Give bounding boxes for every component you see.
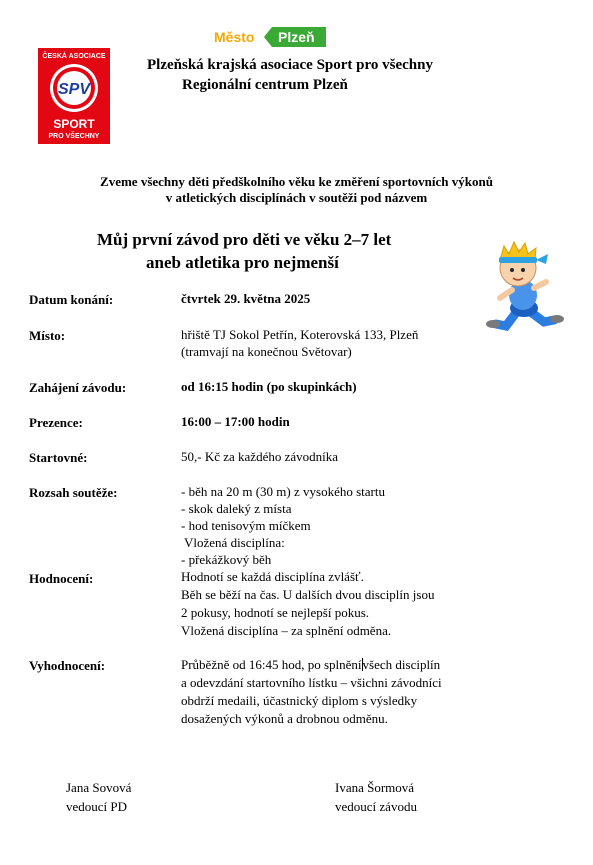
fee-label: Startovné:	[29, 450, 88, 465]
svg-text:SPORT: SPORT	[53, 117, 95, 131]
signature-left-name: Jana Sovová	[66, 780, 132, 795]
scope-item: - skok daleký z místa	[181, 501, 292, 516]
evaluation-line: a odevzdání startovního lístku – všichni závodníci	[181, 675, 442, 690]
rating-label: Hodnocení:	[29, 571, 94, 586]
svg-text:ČESKÁ ASOCIACE: ČESKÁ ASOCIACE	[42, 53, 106, 60]
signature-right-role: vedoucí závodu	[335, 799, 417, 814]
evaluation-line: dosažených výkonů a drobnou odměnu.	[181, 711, 388, 726]
rating-line: Hodnotí se každá disciplína zvlášť.	[181, 569, 364, 584]
evaluation-label: Vyhodnocení:	[29, 658, 106, 673]
rating-line: Běh se běží na čas. U dalších dvou disciplín jsou	[181, 587, 435, 602]
signature-right-name: Ivana Šormová	[335, 780, 415, 795]
scope-item: - běh na 20 m (30 m) z vysokého startu	[181, 484, 385, 499]
signature-left-role: vedoucí PD	[66, 799, 128, 814]
date-value: čtvrtek 29. května 2025	[181, 291, 311, 306]
spv-logo	[38, 48, 110, 144]
city-logo-mesto: Město	[214, 29, 255, 45]
presence-label: Prezence:	[29, 415, 83, 430]
svg-text:SPV: SPV	[57, 81, 91, 98]
presence-value: 16:00 – 17:00 hodin	[181, 414, 290, 429]
start-label: Zahájení závodu:	[29, 380, 127, 395]
scope-item: Vložená disciplína:	[181, 535, 285, 550]
event-title: Můj první závod pro děti ve věku 2–7 let	[97, 230, 392, 249]
rating-line: 2 pokusy, hodnotí se nejlepší pokus.	[181, 605, 370, 620]
org-center: Regionální centrum Plzeň	[182, 77, 348, 93]
evaluation-text-a: Průběžně od 16:45 hod, po splnění	[181, 657, 362, 672]
evaluation-text-b: všech disciplín	[362, 657, 441, 672]
date-label: Datum konání:	[29, 292, 114, 307]
fee-value: 50,- Kč za každého závodníka	[181, 449, 339, 464]
evaluation-line	[181, 656, 440, 674]
evaluation-line: obdrží medaili, účastnický diplom s výsledky	[181, 693, 418, 708]
scope-label: Rozsah soutěže:	[29, 485, 118, 500]
running-boy-illustration	[478, 240, 568, 340]
rating-line: Vložená disciplína – za splnění odměna.	[181, 623, 392, 638]
place-address: hřiště TJ Sokol Petřín, Koterovská 133, Plzeň	[181, 327, 419, 342]
scope-item: - překážkový běh	[181, 552, 272, 567]
svg-text:PRO VŠECHNY: PRO VŠECHNY	[48, 133, 100, 140]
invitation-line-1: Zveme všechny děti předškolního věku ke změření sportovních výkonů	[100, 174, 493, 189]
scope-item: - hod tenisovým míčkem	[181, 518, 311, 533]
start-value: od 16:15 hodin (po skupinkách)	[181, 379, 357, 394]
event-subtitle: aneb atletika pro nejmenší	[146, 253, 339, 272]
org-name: Plzeňská krajská asociace Sport pro všechny	[147, 57, 433, 73]
city-logo-plzen: Plzeň	[278, 29, 315, 45]
place-transport: (tramvají na konečnou Světovar)	[181, 344, 352, 359]
invitation-line-2: v atletických disciplínách v soutěži pod názvem	[165, 190, 428, 205]
place-label: Místo:	[29, 328, 66, 343]
